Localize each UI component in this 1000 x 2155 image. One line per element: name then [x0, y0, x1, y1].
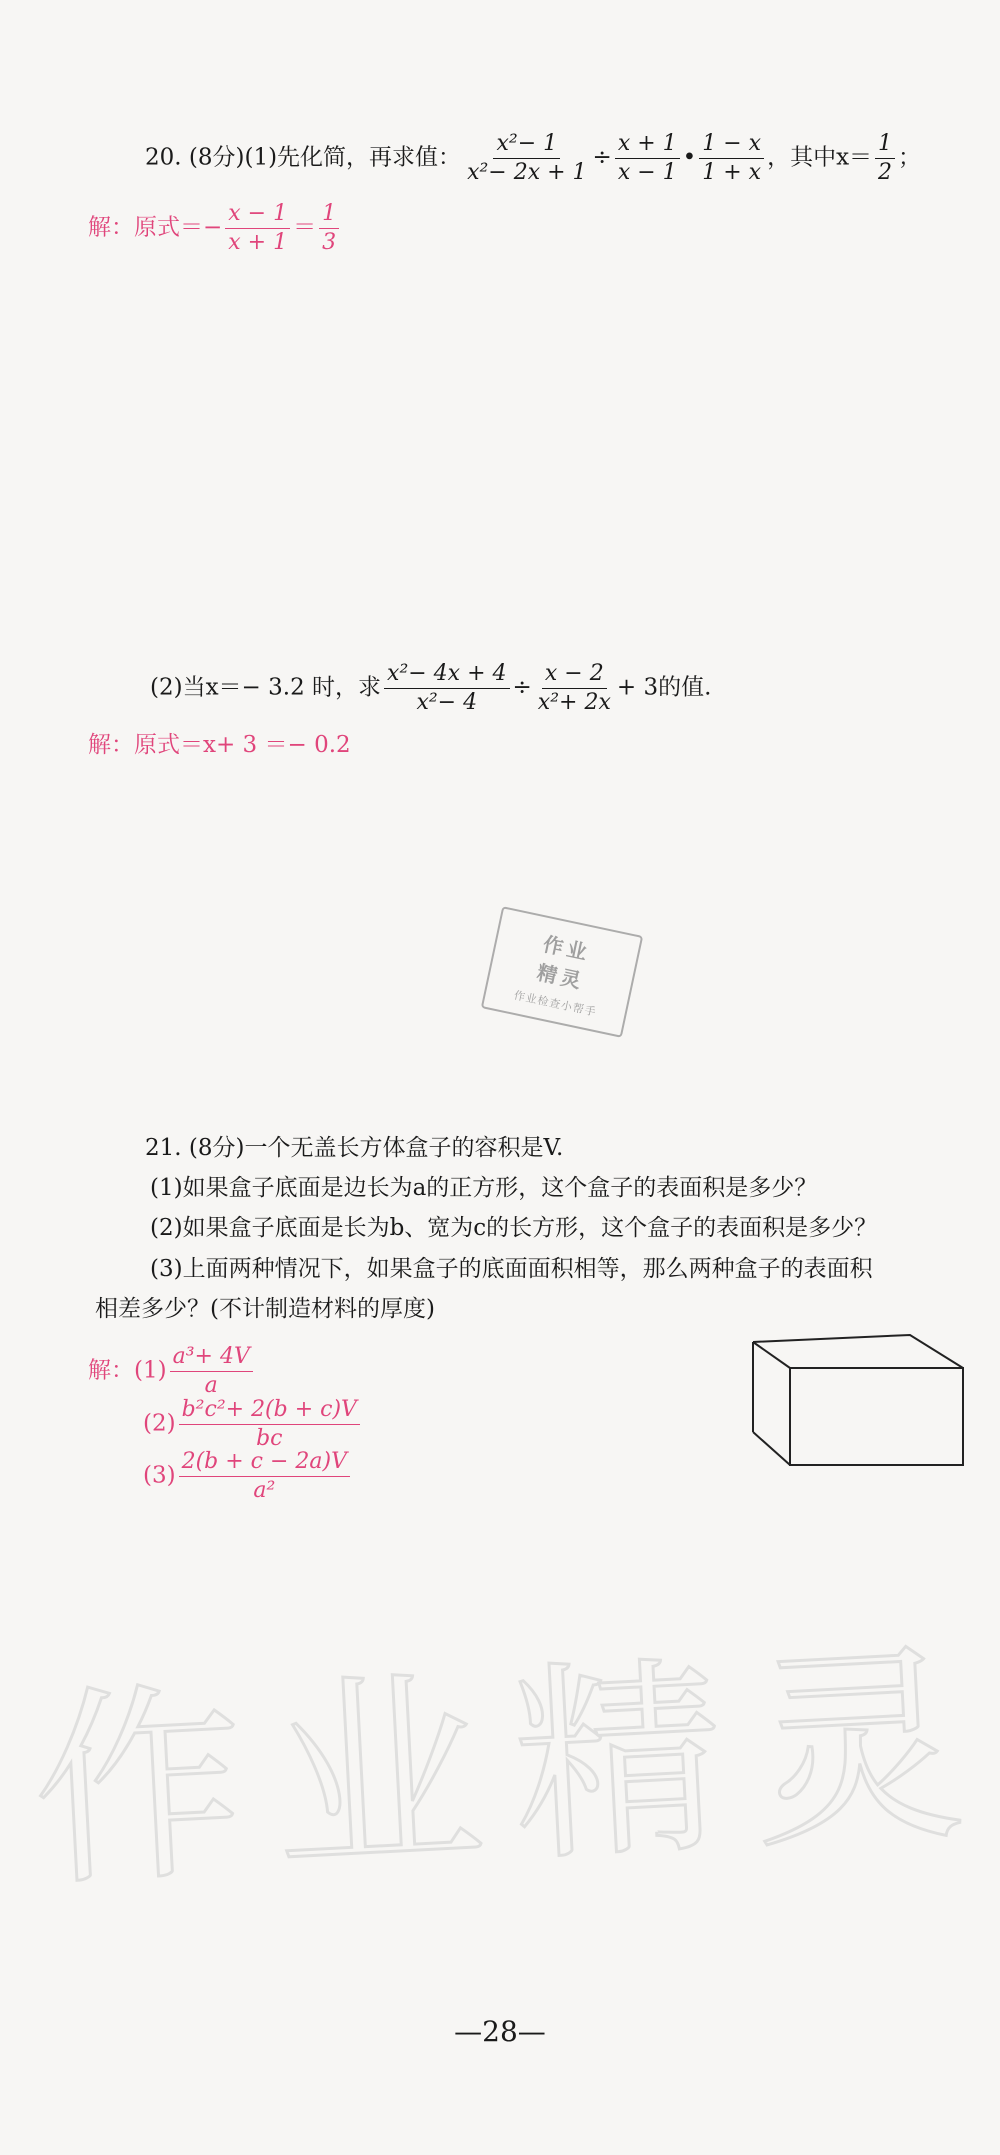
q21-a2-frac	[179, 1398, 360, 1451]
q20-ans1-result-den: 3	[322, 230, 337, 256]
stamp-logo	[481, 906, 643, 1038]
q20-frac1-den: x²− 2x + 1	[467, 160, 587, 186]
q20-where: ，其中	[767, 144, 837, 171]
q20-intro: 20. (8分)(1)先化简，再求值：	[145, 144, 462, 171]
open-box-diagram	[748, 1330, 978, 1470]
q20-frac2	[615, 132, 680, 185]
q21-a2-label: (2)	[143, 1410, 176, 1437]
q20-p2-frac2-num: x − 2	[542, 662, 607, 689]
q21-ans-prefix: 解：	[88, 1357, 134, 1384]
q20-ans1-num: x − 1	[225, 202, 290, 229]
q21-a3-num: 2(b + c − 2a)V	[179, 1450, 350, 1477]
q20-var-eq: x＝	[836, 144, 873, 171]
q21-answer1	[88, 1345, 256, 1398]
q21-part1: (1)如果盒子底面是边长为a的正方形，这个盒子的表面积是多少？	[150, 1175, 818, 1201]
q20-answer1	[88, 202, 342, 255]
q20-frac2-num: x + 1	[615, 132, 680, 159]
q20-dot: •	[682, 144, 697, 171]
q21-a2-num: b²c²+ 2(b + c)V	[179, 1398, 360, 1425]
q20-frac3	[699, 132, 764, 185]
q21-part3a: (3)上面两种情况下，如果盒子的底面面积相等，那么两种盒子的表面积	[150, 1256, 873, 1282]
q20-p2-tail: + 3的值.	[616, 674, 712, 701]
q20-ans1-den: x + 1	[228, 230, 288, 256]
q21-a2-den: bc	[256, 1426, 283, 1452]
q20-frac3-den: 1 + x	[702, 160, 762, 186]
q21-part3b: 相差多少？(不计制造材料的厚度)	[95, 1296, 435, 1322]
q21-a1-num: a³+ 4V	[170, 1345, 253, 1372]
q20-frac2-den: x − 1	[617, 160, 677, 186]
q20-ans1-frac	[225, 202, 290, 255]
q20-p2-div: ÷	[512, 674, 532, 701]
q20-p2-frac2	[535, 662, 614, 715]
q20-p2-frac1	[384, 662, 509, 715]
q20-part2	[150, 662, 711, 715]
q21-a3-den: a²	[253, 1478, 276, 1504]
q20-frac3-num: 1 − x	[699, 132, 764, 159]
q21-a3-frac	[179, 1450, 350, 1503]
q20-value-num: 1	[875, 132, 895, 159]
q21-a1-den: a	[204, 1373, 218, 1399]
q20-ans1-eq: ＝	[293, 214, 317, 241]
stamp-line2: 精灵	[534, 960, 587, 994]
q20-part1	[145, 132, 921, 185]
watermark-text: 作业精灵	[27, 1620, 999, 1916]
q21-intro: 21. (8分)一个无盖长方体盒子的容积是V.	[145, 1135, 564, 1161]
q20-frac1	[464, 132, 589, 185]
stamp-line1: 作业	[541, 931, 593, 966]
q20-answer2: 解：原式＝x+ 3 ＝− 0.2	[88, 732, 351, 758]
stamp-line3: 作业检查小帮手	[512, 988, 598, 1019]
q21-a1-label: (1)	[134, 1357, 167, 1384]
q20-p2-frac1-num: x²− 4x + 4	[384, 662, 509, 689]
q20-ans1-result	[319, 202, 339, 255]
q20-frac1-num: x²− 1	[493, 132, 560, 159]
q21-a1-frac	[170, 1345, 253, 1398]
q20-part2-intro: (2)当x＝− 3.2 时，求	[150, 674, 382, 701]
q20-value-den: 2	[878, 160, 893, 186]
q20-p2-frac2-den: x²+ 2x	[537, 690, 611, 716]
q20-div: ÷	[592, 144, 612, 171]
q21-a3-label: (3)	[143, 1462, 176, 1489]
q20-p2-frac1-den: x²− 4	[416, 690, 478, 716]
page-number: —28—	[454, 2015, 546, 2048]
q20-ans1-result-num: 1	[319, 202, 339, 229]
q21-answer3	[143, 1450, 353, 1503]
q21-part2: (2)如果盒子底面是长为b、宽为c的长方形，这个盒子的表面积是多少？	[150, 1215, 878, 1241]
q21-answer2	[143, 1398, 363, 1451]
q20-value-frac	[875, 132, 895, 185]
q20-ans1-prefix: 解：原式＝−	[88, 214, 223, 241]
q20-semicolon: ；	[898, 144, 922, 171]
